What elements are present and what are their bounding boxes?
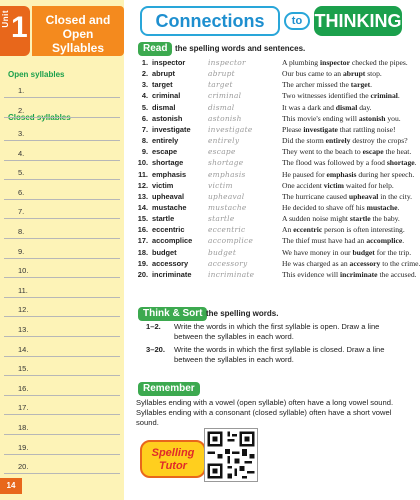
word-row: [136, 213, 402, 224]
spelling-word: target: [152, 80, 173, 90]
answer-line[interactable]: [4, 278, 120, 298]
spelling-word: accomplice: [152, 236, 193, 246]
spelling-word: entirely: [152, 136, 179, 146]
answer-line[interactable]: [4, 337, 120, 357]
cursive-word: investigate: [208, 124, 253, 134]
sentence-text: The thief must have had an: [282, 236, 367, 246]
sentence-keyword: eccentric: [293, 225, 323, 235]
word-number: 3.: [141, 80, 148, 90]
cursive-word: victim: [208, 180, 233, 190]
word-row: [136, 247, 412, 258]
open-syllables-heading: Open syllables: [8, 70, 65, 79]
spelling-word: victim: [152, 180, 174, 190]
sentence-text: destroy the crops?: [350, 136, 408, 146]
cursive-word: emphasis: [208, 169, 246, 179]
word-number: 9.: [141, 147, 148, 157]
spelling-word: incriminate: [152, 269, 192, 279]
example-sentence: [282, 135, 408, 146]
answer-number: 18.: [18, 423, 29, 432]
sentence-keyword: astonish: [358, 113, 386, 123]
sentence-keyword: accessory: [349, 258, 381, 268]
spelling-word: investigate: [152, 124, 191, 134]
word-row: [136, 79, 402, 90]
cursive-word: target: [208, 80, 233, 90]
sentence-text: He paused for: [282, 169, 327, 179]
page-number: 14: [0, 478, 22, 494]
answer-line[interactable]: [4, 180, 120, 200]
answer-line[interactable]: [4, 121, 120, 141]
answer-line[interactable]: [4, 199, 120, 219]
word-row: [136, 180, 402, 191]
sentence-text: The hurricane caused: [282, 191, 349, 201]
cursive-word: escape: [208, 147, 236, 157]
word-number: 5.: [141, 102, 148, 112]
word-row: [136, 68, 402, 79]
answer-number: 6.: [18, 187, 25, 197]
sentence-text: you.: [385, 113, 401, 123]
spelling-word: budget: [152, 247, 177, 257]
spelling-word: abrupt: [152, 69, 175, 79]
word-number: 18.: [137, 247, 148, 257]
example-sentence: [282, 57, 408, 68]
sentence-text: Our bus came to an: [282, 69, 343, 79]
word-number: 14.: [137, 202, 148, 212]
example-sentence: [282, 213, 400, 224]
sentence-text: A sudden noise might: [282, 214, 350, 224]
cursive-word: eccentric: [208, 225, 246, 235]
sentence-keyword: dismal: [335, 102, 358, 112]
spelling-word: startle: [152, 214, 175, 224]
sentence-text: This movie's ending will: [282, 113, 359, 123]
answer-line[interactable]: [4, 239, 120, 259]
answer-number: 8.: [18, 227, 25, 236]
word-row: [136, 202, 402, 213]
answer-line[interactable]: [4, 141, 120, 161]
word-number: 13.: [137, 191, 148, 201]
word-number: 16.: [137, 225, 148, 235]
word-row: [136, 235, 405, 246]
word-number: 8.: [141, 136, 148, 146]
spelling-word: mustache: [152, 202, 187, 212]
example-sentence: [282, 79, 372, 90]
word-row: [136, 269, 417, 280]
sentence-keyword: budget: [352, 247, 375, 257]
think-sort-item: 3–20. Write the words in which the first syllable is closed. Draw a line between the syllables in each word.: [146, 345, 385, 364]
sentence-keyword: emphasis: [326, 169, 357, 179]
think-sort-list: [146, 322, 402, 368]
word-number: 4.: [141, 91, 148, 101]
cursive-word: shortage: [208, 158, 244, 168]
answer-number: 14.: [18, 344, 29, 354]
cursive-word: incriminate: [208, 269, 255, 279]
sentence-text: during her speech.: [356, 169, 415, 179]
sentence-text: .: [397, 91, 400, 101]
sentence-keyword: abrupt: [342, 69, 366, 79]
sentence-text: to the crime.: [380, 258, 420, 268]
sentence-text: day.: [357, 102, 372, 112]
think-sort-tag: Think & Sort: [138, 307, 207, 321]
spelling-word: inspector: [152, 58, 186, 67]
closed-syllables-heading: Closed syllables: [8, 113, 71, 122]
cursive-word: budget: [208, 247, 237, 257]
lesson-title: [36, 13, 120, 55]
example-sentence: [282, 113, 401, 124]
sentence-text: .: [414, 158, 417, 168]
word-row: [136, 146, 412, 157]
sentence-keyword: upheaval: [348, 191, 379, 201]
sentence-text: the baby.: [370, 214, 400, 224]
sentence-text: checked the pipes.: [349, 58, 408, 67]
sentence-keyword: mustache: [366, 202, 398, 212]
answer-line[interactable]: [4, 395, 120, 415]
sentence-text: It was a dark and: [282, 102, 336, 112]
example-sentence: [282, 269, 417, 280]
think-sort-instruction: the spelling words.: [206, 309, 279, 318]
word-row: [136, 102, 402, 113]
answer-line[interactable]: [4, 415, 120, 435]
sentence-text: We have money in our: [282, 247, 353, 257]
sentence-keyword: escape: [362, 147, 384, 157]
think-sort-item: 1–2. Write the words in which the first syllable is open. Draw a line between the syllables in each word.: [146, 322, 380, 341]
answer-number: 9.: [18, 246, 25, 256]
spelling-word: upheaval: [152, 191, 185, 201]
thinking-title: THINKING: [314, 6, 402, 36]
unit-label: Unit: [1, 10, 10, 28]
sentence-text: .: [402, 236, 405, 246]
answer-line[interactable]: [4, 435, 120, 455]
answer-line[interactable]: [4, 258, 120, 278]
answer-number: 5.: [18, 168, 25, 178]
example-sentence: [282, 68, 382, 79]
cursive-word: accomplice: [208, 236, 254, 246]
spelling-tutor-logo: Spelling Tutor: [140, 440, 206, 478]
answer-number: 2.: [18, 105, 25, 115]
cursive-word: abrupt: [208, 69, 235, 79]
answer-line[interactable]: [4, 376, 120, 396]
cursive-word: inspector: [208, 58, 246, 67]
answer-number: 19.: [18, 442, 29, 452]
answer-number: 13.: [18, 325, 29, 334]
example-sentence: [282, 224, 405, 235]
spelling-word: astonish: [152, 113, 183, 123]
sentence-keyword: inspector: [319, 58, 350, 67]
cursive-word: entirely: [208, 136, 240, 146]
answer-line[interactable]: [4, 317, 120, 337]
answer-line[interactable]: [4, 356, 120, 376]
word-number: 11.: [138, 169, 148, 179]
sentence-keyword: startle: [349, 214, 371, 224]
sentence-text: Did the storm: [282, 136, 326, 146]
example-sentence: [282, 124, 395, 135]
sentence-keyword: accomplice: [366, 236, 403, 246]
remember-tag: Remember: [138, 382, 200, 396]
sentence-keyword: entirely: [325, 136, 351, 146]
example-sentence: [282, 157, 417, 168]
spelling-word: criminal: [152, 91, 181, 101]
answer-number: 17.: [18, 403, 29, 413]
word-row: [136, 124, 402, 135]
sentence-keyword: incriminate: [340, 269, 378, 279]
sentence-text: He decided to shave off his: [282, 202, 367, 212]
spelling-word: dismal: [152, 102, 176, 112]
word-row: [136, 57, 408, 68]
sentence-text: in the city.: [378, 191, 413, 201]
to-title: to: [284, 12, 310, 30]
word-row: [136, 258, 420, 269]
example-sentence: [282, 191, 412, 202]
cursive-word: criminal: [208, 91, 242, 101]
read-instruction: the spelling words and sentences.: [175, 44, 306, 53]
answer-number: 3.: [18, 129, 25, 138]
sentence-text: He was charged as an: [282, 258, 350, 268]
word-row: [136, 135, 408, 146]
sentence-text: Two witnesses identified the: [282, 91, 371, 101]
sentence-text: stop.: [365, 69, 382, 79]
sentence-text: the heat.: [383, 147, 412, 157]
remember-text: Syllables ending with a vowel (open syllable) often have a long vowel sound. Syllables ending with a consonant (closed syllable) often have a short vowel sound.: [136, 398, 394, 427]
cursive-word: upheaval: [208, 191, 245, 201]
sentence-text: The archer missed the: [282, 80, 351, 90]
spelling-word: escape: [152, 147, 178, 157]
sentence-keyword: investigate: [303, 124, 338, 134]
word-number: 19.: [137, 258, 148, 268]
sentence-keyword: criminal: [370, 91, 398, 101]
cursive-word: mustache: [208, 202, 247, 212]
answer-line[interactable]: [4, 454, 120, 474]
word-row: [136, 191, 413, 202]
sentence-text: waited for help.: [344, 180, 394, 190]
word-number: 15.: [137, 214, 148, 224]
read-tag: Read: [138, 42, 172, 56]
qr-code-icon[interactable]: [204, 428, 258, 482]
word-number: 7.: [141, 124, 148, 134]
word-number: 2.: [141, 69, 148, 79]
sentence-keyword: shortage: [386, 158, 415, 168]
word-row: [136, 157, 417, 168]
word-row: [136, 169, 415, 180]
sentence-text: the accused.: [377, 269, 417, 279]
sentence-text: .: [397, 202, 400, 212]
answer-number: 16.: [18, 383, 29, 393]
example-sentence: [282, 169, 414, 180]
sentence-keyword: victim: [323, 180, 344, 190]
example-sentence: [282, 102, 372, 113]
spelling-word: accessory: [152, 258, 189, 268]
connections-title: Connections: [140, 6, 280, 36]
sentence-text: person is often interesting.: [322, 225, 405, 235]
answer-number: 12.: [18, 305, 29, 315]
word-row: [136, 224, 405, 235]
example-sentence: [282, 202, 399, 213]
answer-number: 10.: [18, 266, 29, 276]
sentence-text: A plumbing: [282, 58, 320, 67]
sentence-text: They went to the beach to: [282, 147, 363, 157]
sentence-text: for the trip.: [374, 247, 412, 257]
word-number: 12.: [137, 180, 148, 190]
sentence-text: that rattling noise!: [337, 124, 396, 134]
answer-line[interactable]: [4, 160, 120, 180]
word-number: 10.: [137, 158, 148, 168]
answer-line[interactable]: [4, 297, 120, 317]
answer-number: 4.: [18, 148, 25, 158]
answer-number: 15.: [18, 364, 29, 374]
answer-number: 7.: [18, 207, 25, 217]
word-row: [136, 90, 402, 101]
answer-number: 11.: [18, 285, 28, 295]
sentence-keyword: target: [350, 80, 371, 90]
sentence-text: .: [370, 80, 373, 90]
answer-number: 20.: [18, 462, 29, 472]
unit-number: 1: [11, 11, 28, 44]
cursive-word: accessory: [208, 258, 248, 268]
word-number: 1.: [141, 58, 148, 67]
spelling-word: eccentric: [152, 225, 185, 235]
example-sentence: [282, 90, 400, 101]
sentence-text: The flood was followed by a food: [282, 158, 387, 168]
word-number: 17.: [137, 236, 148, 246]
example-sentence: [282, 235, 404, 246]
cursive-word: astonish: [208, 113, 242, 123]
example-sentence: [282, 247, 411, 258]
answer-line[interactable]: [4, 98, 120, 118]
cursive-word: dismal: [208, 102, 235, 112]
word-row: [136, 113, 402, 124]
spelling-word: shortage: [152, 158, 184, 168]
spelling-tutor[interactable]: [140, 428, 260, 496]
example-sentence: [282, 180, 394, 191]
sentence-text: An: [282, 225, 294, 235]
word-number: 6.: [141, 113, 148, 123]
answer-line[interactable]: [4, 78, 120, 98]
cursive-word: startle: [208, 214, 235, 224]
lesson-title-line-2: Open Syllables: [51, 27, 105, 55]
example-sentence: [282, 146, 411, 157]
sentence-text: This evidence will: [282, 269, 340, 279]
answer-line[interactable]: [4, 219, 120, 239]
lesson-title-line-1: Closed and: [45, 13, 111, 27]
answer-number: 1.: [18, 86, 25, 95]
sentence-text: One accident: [282, 180, 324, 190]
example-sentence: [282, 258, 420, 269]
word-number: 20.: [137, 269, 148, 279]
spelling-word: emphasis: [152, 169, 187, 179]
sentence-text: Please: [282, 124, 304, 134]
